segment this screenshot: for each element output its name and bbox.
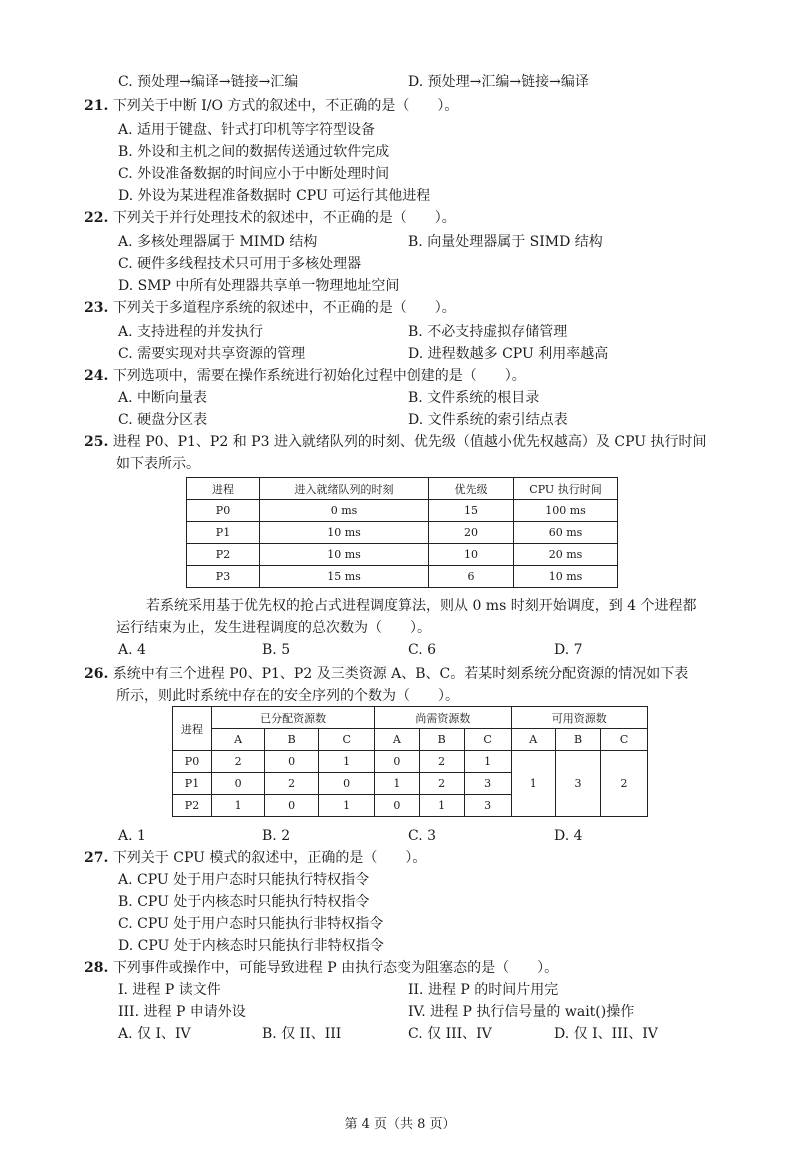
q27-option-a: A. CPU 处于用户态时只能执行特权指令 [118, 872, 370, 888]
question-number: 26. [84, 666, 109, 682]
q27-option-d: D. CPU 处于内核态时只能执行非特权指令 [118, 938, 384, 954]
table-cell: P2 [187, 544, 260, 566]
question-27 [84, 848, 426, 868]
question-stem: 下列关于 CPU 模式的叙述中，正确的是（ ）。 [112, 850, 427, 866]
table-cell: 0 [265, 751, 319, 773]
q24-option-a: A. 中断向量表 [118, 390, 208, 406]
table-cell: 1 [212, 795, 265, 817]
table-header: 进入就绪队列的时刻 [260, 478, 429, 500]
question-22 [84, 208, 456, 228]
question-23 [84, 298, 456, 318]
question-text-after-table: 若系统采用基于优先权的抢占式进程调度算法，则从 0 ms 时刻开始调度，到 4 个进程都 [146, 598, 697, 614]
q25-option-b: B. 5 [262, 642, 291, 658]
table-cell: 0 [265, 795, 319, 817]
table-header: A [212, 729, 265, 751]
q26-option-d: D. 4 [554, 828, 583, 844]
q22-option-a: A. 多核处理器属于 MIMD 结构 [118, 234, 318, 250]
table-cell: P1 [173, 773, 212, 795]
table-cell: 2 [419, 751, 464, 773]
table-header: 尚需资源数 [375, 707, 511, 729]
q24-option-c: C. 硬盘分区表 [118, 412, 208, 428]
table-cell: 2 [601, 751, 648, 817]
q25-option-a: A. 4 [118, 642, 146, 658]
q28-option-a: A. 仅 I、IV [118, 1026, 191, 1042]
q23-option-d: D. 进程数越多 CPU 利用率越高 [408, 346, 609, 362]
table-cell: 2 [212, 751, 265, 773]
table-header: 已分配资源数 [212, 707, 375, 729]
question-24 [84, 366, 526, 386]
table-header: 进程 [173, 707, 212, 751]
question-21 [84, 96, 458, 116]
table-cell: 0 [212, 773, 265, 795]
q21-option-d: D. 外设为某进程准备数据时 CPU 可运行其他进程 [118, 188, 431, 204]
question-number: 21. [84, 98, 109, 114]
table-cell: P0 [173, 751, 212, 773]
prev-option-d: D. 预处理→汇编→链接→编译 [408, 74, 589, 90]
q25-option-d: D. 7 [554, 642, 583, 658]
table-header: CPU 执行时间 [514, 478, 618, 500]
table-cell: 1 [419, 795, 464, 817]
question-number: 24. [84, 368, 109, 384]
q26-option-b: B. 2 [262, 828, 291, 844]
q27-option-c: C. CPU 处于用户态时只能执行非特权指令 [118, 916, 384, 932]
table-cell: 15 ms [260, 566, 429, 588]
table-cell: P2 [173, 795, 212, 817]
q22-option-b: B. 向量处理器属于 SIMD 结构 [408, 234, 603, 250]
table-cell: 2 [419, 773, 464, 795]
question-stem-continued: 所示，则此时系统中存在的安全序列的个数为（ ）。 [116, 688, 459, 704]
table-header: 优先级 [429, 478, 514, 500]
table-cell: 1 [464, 751, 511, 773]
question-stem: 下列事件或操作中，可能导致进程 P 由执行态变为阻塞态的是（ ）。 [112, 960, 559, 976]
table-header: C [464, 729, 511, 751]
table-cell: 1 [375, 773, 419, 795]
table-cell: P3 [187, 566, 260, 588]
question-stem: 下列选项中，需要在操作系统进行初始化过程中创建的是（ ）。 [112, 368, 526, 384]
table-row [187, 544, 618, 566]
q23-option-a: A. 支持进程的并发执行 [118, 324, 264, 340]
q25-option-c: C. 6 [408, 642, 437, 658]
q21-option-b: B. 外设和主机之间的数据传送通过软件完成 [118, 144, 390, 160]
question-25 [84, 432, 707, 452]
table-cell: 0 ms [260, 500, 429, 522]
table-cell: 15 [429, 500, 514, 522]
question-stem: 系统中有三个进程 P0、P1、P2 及三类资源 A、B、C。若某时刻系统分配资源的情况如下表 [112, 666, 689, 682]
table-header: B [265, 729, 319, 751]
question-26 [84, 664, 688, 684]
q28-option-b: B. 仅 II、III [262, 1026, 342, 1042]
table-cell: 1 [319, 795, 375, 817]
question-stem: 下列关于多道程序系统的叙述中，不正确的是（ ）。 [112, 300, 456, 316]
table-cell: 0 [375, 751, 419, 773]
table-header-row [173, 707, 648, 729]
table-header: A [375, 729, 419, 751]
table-header-row [187, 478, 618, 500]
question-stem: 下列关于中断 I/O 方式的叙述中，不正确的是（ ）。 [112, 98, 459, 114]
table-header: 进程 [187, 478, 260, 500]
table-cell: 0 [319, 773, 375, 795]
q21-option-a: A. 适用于键盘、针式打印机等字符型设备 [118, 122, 376, 138]
question-number: 22. [84, 210, 109, 226]
q28-statement-ii: II. 进程 P 的时间片用完 [408, 982, 559, 998]
q24-option-b: B. 文件系统的根目录 [408, 390, 540, 406]
q28-statement-iv: IV. 进程 P 执行信号量的 wait()操作 [408, 1004, 635, 1020]
q28-statement-iii: III. 进程 P 申请外设 [118, 1004, 246, 1020]
prev-option-c: C. 预处理→编译→链接→汇编 [118, 74, 299, 90]
question-number: 25. [84, 434, 109, 450]
table-subheader-row [173, 729, 648, 751]
table-row [187, 522, 618, 544]
table-cell: 20 [429, 522, 514, 544]
question-28 [84, 958, 558, 978]
table-cell: 3 [464, 773, 511, 795]
q26-option-c: C. 3 [408, 828, 437, 844]
question-number: 27. [84, 850, 109, 866]
table-cell: 1 [319, 751, 375, 773]
table-header: A [511, 729, 555, 751]
q26-option-a: A. 1 [118, 828, 146, 844]
table-row [173, 751, 648, 773]
table-cell: 3 [555, 751, 600, 817]
process-table [186, 477, 618, 588]
table-cell: 1 [511, 751, 555, 817]
table-cell: 10 [429, 544, 514, 566]
q24-option-d: D. 文件系统的索引结点表 [408, 412, 568, 428]
table-header: 可用资源数 [511, 707, 647, 729]
q23-option-c: C. 需要实现对共享资源的管理 [118, 346, 306, 362]
table-cell: 60 ms [514, 522, 618, 544]
table-cell: 10 ms [514, 566, 618, 588]
question-text-after-table: 运行结束为止，发生进程调度的总次数为（ ）。 [116, 620, 431, 636]
question-number: 28. [84, 960, 109, 976]
question-number: 23. [84, 300, 109, 316]
q27-option-b: B. CPU 处于内核态时只能执行特权指令 [118, 894, 370, 910]
q28-option-d: D. 仅 I、III、IV [554, 1026, 658, 1042]
table-cell: P0 [187, 500, 260, 522]
table-cell: 2 [265, 773, 319, 795]
table-cell: 3 [464, 795, 511, 817]
q22-option-d: D. SMP 中所有处理器共享单一物理地址空间 [118, 278, 400, 294]
q28-option-c: C. 仅 III、IV [408, 1026, 492, 1042]
table-cell: 20 ms [514, 544, 618, 566]
table-row [187, 500, 618, 522]
question-stem-continued: 如下表所示。 [116, 456, 200, 472]
table-header: C [319, 729, 375, 751]
table-cell: 0 [375, 795, 419, 817]
table-header: B [555, 729, 600, 751]
table-row [187, 566, 618, 588]
table-header: C [601, 729, 648, 751]
table-cell: 6 [429, 566, 514, 588]
q21-option-c: C. 外设准备数据的时间应小于中断处理时间 [118, 166, 390, 182]
table-cell: 100 ms [514, 500, 618, 522]
q22-option-c: C. 硬件多线程技术只可用于多核处理器 [118, 256, 362, 272]
q23-option-b: B. 不必支持虚拟存储管理 [408, 324, 568, 340]
table-cell: P1 [187, 522, 260, 544]
q28-statement-i: I. 进程 P 读文件 [118, 982, 221, 998]
table-header: B [419, 729, 464, 751]
table-cell: 10 ms [260, 522, 429, 544]
resource-allocation-table [172, 706, 648, 817]
page-footer: 第 4 页（共 8 页） [344, 1117, 456, 1132]
question-stem: 进程 P0、P1、P2 和 P3 进入就绪队列的时刻、优先级（值越小优先权越高）及 CPU 执行时间 [112, 434, 707, 450]
question-stem: 下列关于并行处理技术的叙述中，不正确的是（ ）。 [112, 210, 456, 226]
table-cell: 10 ms [260, 544, 429, 566]
